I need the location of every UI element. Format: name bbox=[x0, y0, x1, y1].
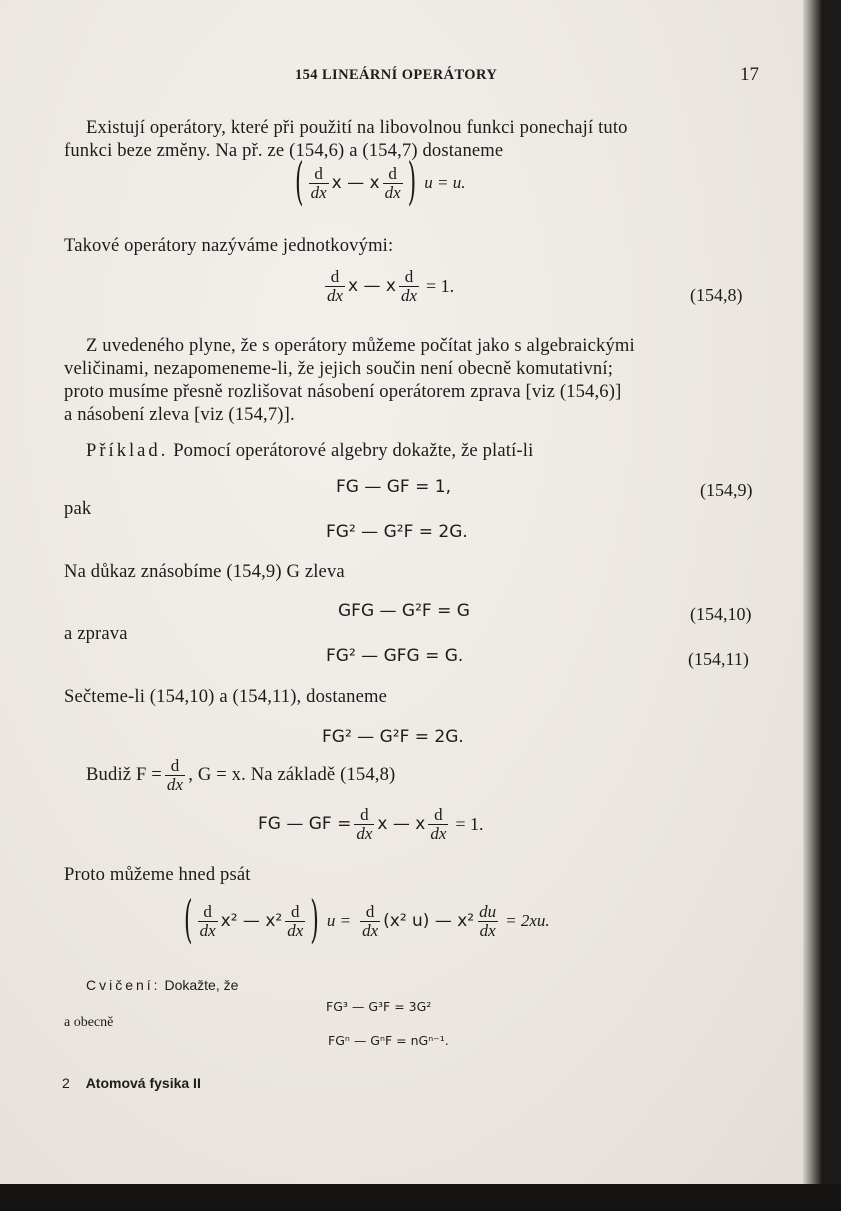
equation-term: x — x bbox=[331, 173, 380, 194]
paragraph-line: a obecně bbox=[64, 1015, 114, 1030]
paragraph-line: a zprava bbox=[64, 623, 128, 644]
definition-suffix: , G = x. Na základě (154,8) bbox=[188, 764, 396, 786]
equation-right-mult: FG² — GFG = G. bbox=[326, 646, 464, 666]
paragraph-line: Takové operátory nazýváme jednotkovými: bbox=[64, 235, 394, 256]
exercise-equation: FGⁿ — GⁿF = nGⁿ⁻¹. bbox=[328, 1033, 449, 1048]
fraction: $\frac{d}{dx}$ bbox=[430, 805, 447, 843]
fraction: $\frac{du}{dx}$ bbox=[479, 902, 497, 940]
example-line bbox=[86, 440, 533, 462]
paragraph-line: Z uvedeného plyne, že s operátory můžeme počítat jako s algebraickými bbox=[86, 335, 635, 356]
fraction: $\frac{d}{dx}$ bbox=[327, 267, 344, 305]
paragraph-line: pak bbox=[64, 498, 92, 519]
book-title: Atomová fysika II bbox=[85, 1075, 201, 1091]
equation-rhs: u = u. bbox=[424, 173, 466, 193]
left-paren: ( bbox=[295, 154, 304, 213]
equation-to-prove: FG² — G²F = 2G. bbox=[326, 522, 468, 542]
fraction: $\frac{d}{dx}$ bbox=[199, 902, 216, 940]
right-paren: ) bbox=[310, 892, 319, 951]
exercise-equation: FG³ — G³F = 3G² bbox=[326, 999, 432, 1014]
fraction: $\frac{d}{dx}$ bbox=[362, 902, 379, 940]
equation-label: (154,10) bbox=[690, 604, 752, 624]
fraction: $\frac{d}{dx}$ bbox=[384, 164, 401, 202]
fraction: $\frac{d}{dx}$ bbox=[400, 267, 418, 305]
paragraph-line: Sečteme-li (154,10) a (154,11), dostaneme bbox=[64, 686, 388, 707]
equation-unit-operator bbox=[322, 268, 454, 305]
fraction: $\frac{d}{dx}$ bbox=[310, 164, 327, 202]
equation-term: x — x bbox=[348, 276, 396, 297]
equation-identity bbox=[293, 154, 466, 213]
exercise-label: Cvičení: bbox=[86, 977, 161, 993]
equation-sum: FG² — G²F = 2G. bbox=[322, 727, 464, 747]
definition-prefix: Budiž F = bbox=[86, 764, 162, 786]
fraction: $\frac{d}{dx}$ bbox=[166, 756, 184, 794]
paragraph-line: veličinami, nezapomeneme-li, že jejich součin není obecně komutativní; bbox=[64, 358, 614, 379]
equation-label: (154,8) bbox=[690, 285, 743, 305]
equation-lhs: FG — GF = bbox=[258, 814, 352, 835]
equation-label: (154,11) bbox=[688, 649, 749, 669]
equation-label: (154,9) bbox=[700, 480, 753, 500]
equation-term: (x² u) — x² bbox=[383, 911, 475, 932]
equation-term: u = bbox=[326, 911, 352, 931]
fraction: $\frac{d}{dx}$ bbox=[287, 902, 304, 940]
right-paren: ) bbox=[407, 154, 417, 213]
paragraph-line: Existují operátory, které při použití na libovolnou funkci ponechají tuto bbox=[86, 117, 628, 138]
equation-final bbox=[182, 892, 550, 951]
fraction: $\frac{d}{dx}$ bbox=[356, 805, 373, 843]
paragraph-line: a násobení zleva [viz (154,7)]. bbox=[64, 404, 295, 425]
footer bbox=[62, 1075, 201, 1091]
signature-number: 2 bbox=[62, 1075, 70, 1091]
scan-background bbox=[0, 1184, 841, 1211]
running-header: 154 LINEÁRNÍ OPERÁTORY bbox=[295, 67, 498, 83]
exercise-line bbox=[86, 977, 238, 993]
exercise-text: Dokažte, že bbox=[164, 977, 239, 993]
page-edge-shadow bbox=[803, 0, 822, 1184]
definition-line bbox=[86, 757, 395, 794]
page-number: 17 bbox=[740, 64, 759, 85]
equation-rhs: = 2xu. bbox=[505, 911, 550, 931]
paragraph-line: Proto můžeme hned psát bbox=[64, 864, 251, 885]
equation-term: x² — x² bbox=[220, 911, 283, 932]
paragraph-line: funkci beze změny. Na př. ze (154,6) a (154,7) dostaneme bbox=[64, 140, 504, 161]
example-text: Pomocí operátorové algebry dokažte, že platí-li bbox=[173, 440, 534, 461]
left-paren: ( bbox=[184, 892, 193, 951]
equation-commutator: FG — GF = 1, bbox=[336, 477, 451, 497]
equation-rhs: = 1. bbox=[455, 813, 484, 834]
paragraph-line: Na důkaz znásobíme (154,9) G zleva bbox=[64, 561, 345, 582]
equation-verify bbox=[258, 806, 484, 843]
equation-rhs: = 1. bbox=[426, 275, 455, 296]
paragraph-line: proto musíme přesně rozlišovat násobení operátorem zprava [viz (154,6)] bbox=[64, 381, 622, 402]
equation-term: x — x bbox=[377, 814, 426, 835]
equation-left-mult: GFG — G²F = G bbox=[338, 601, 470, 621]
example-label: Příklad. bbox=[86, 440, 169, 461]
